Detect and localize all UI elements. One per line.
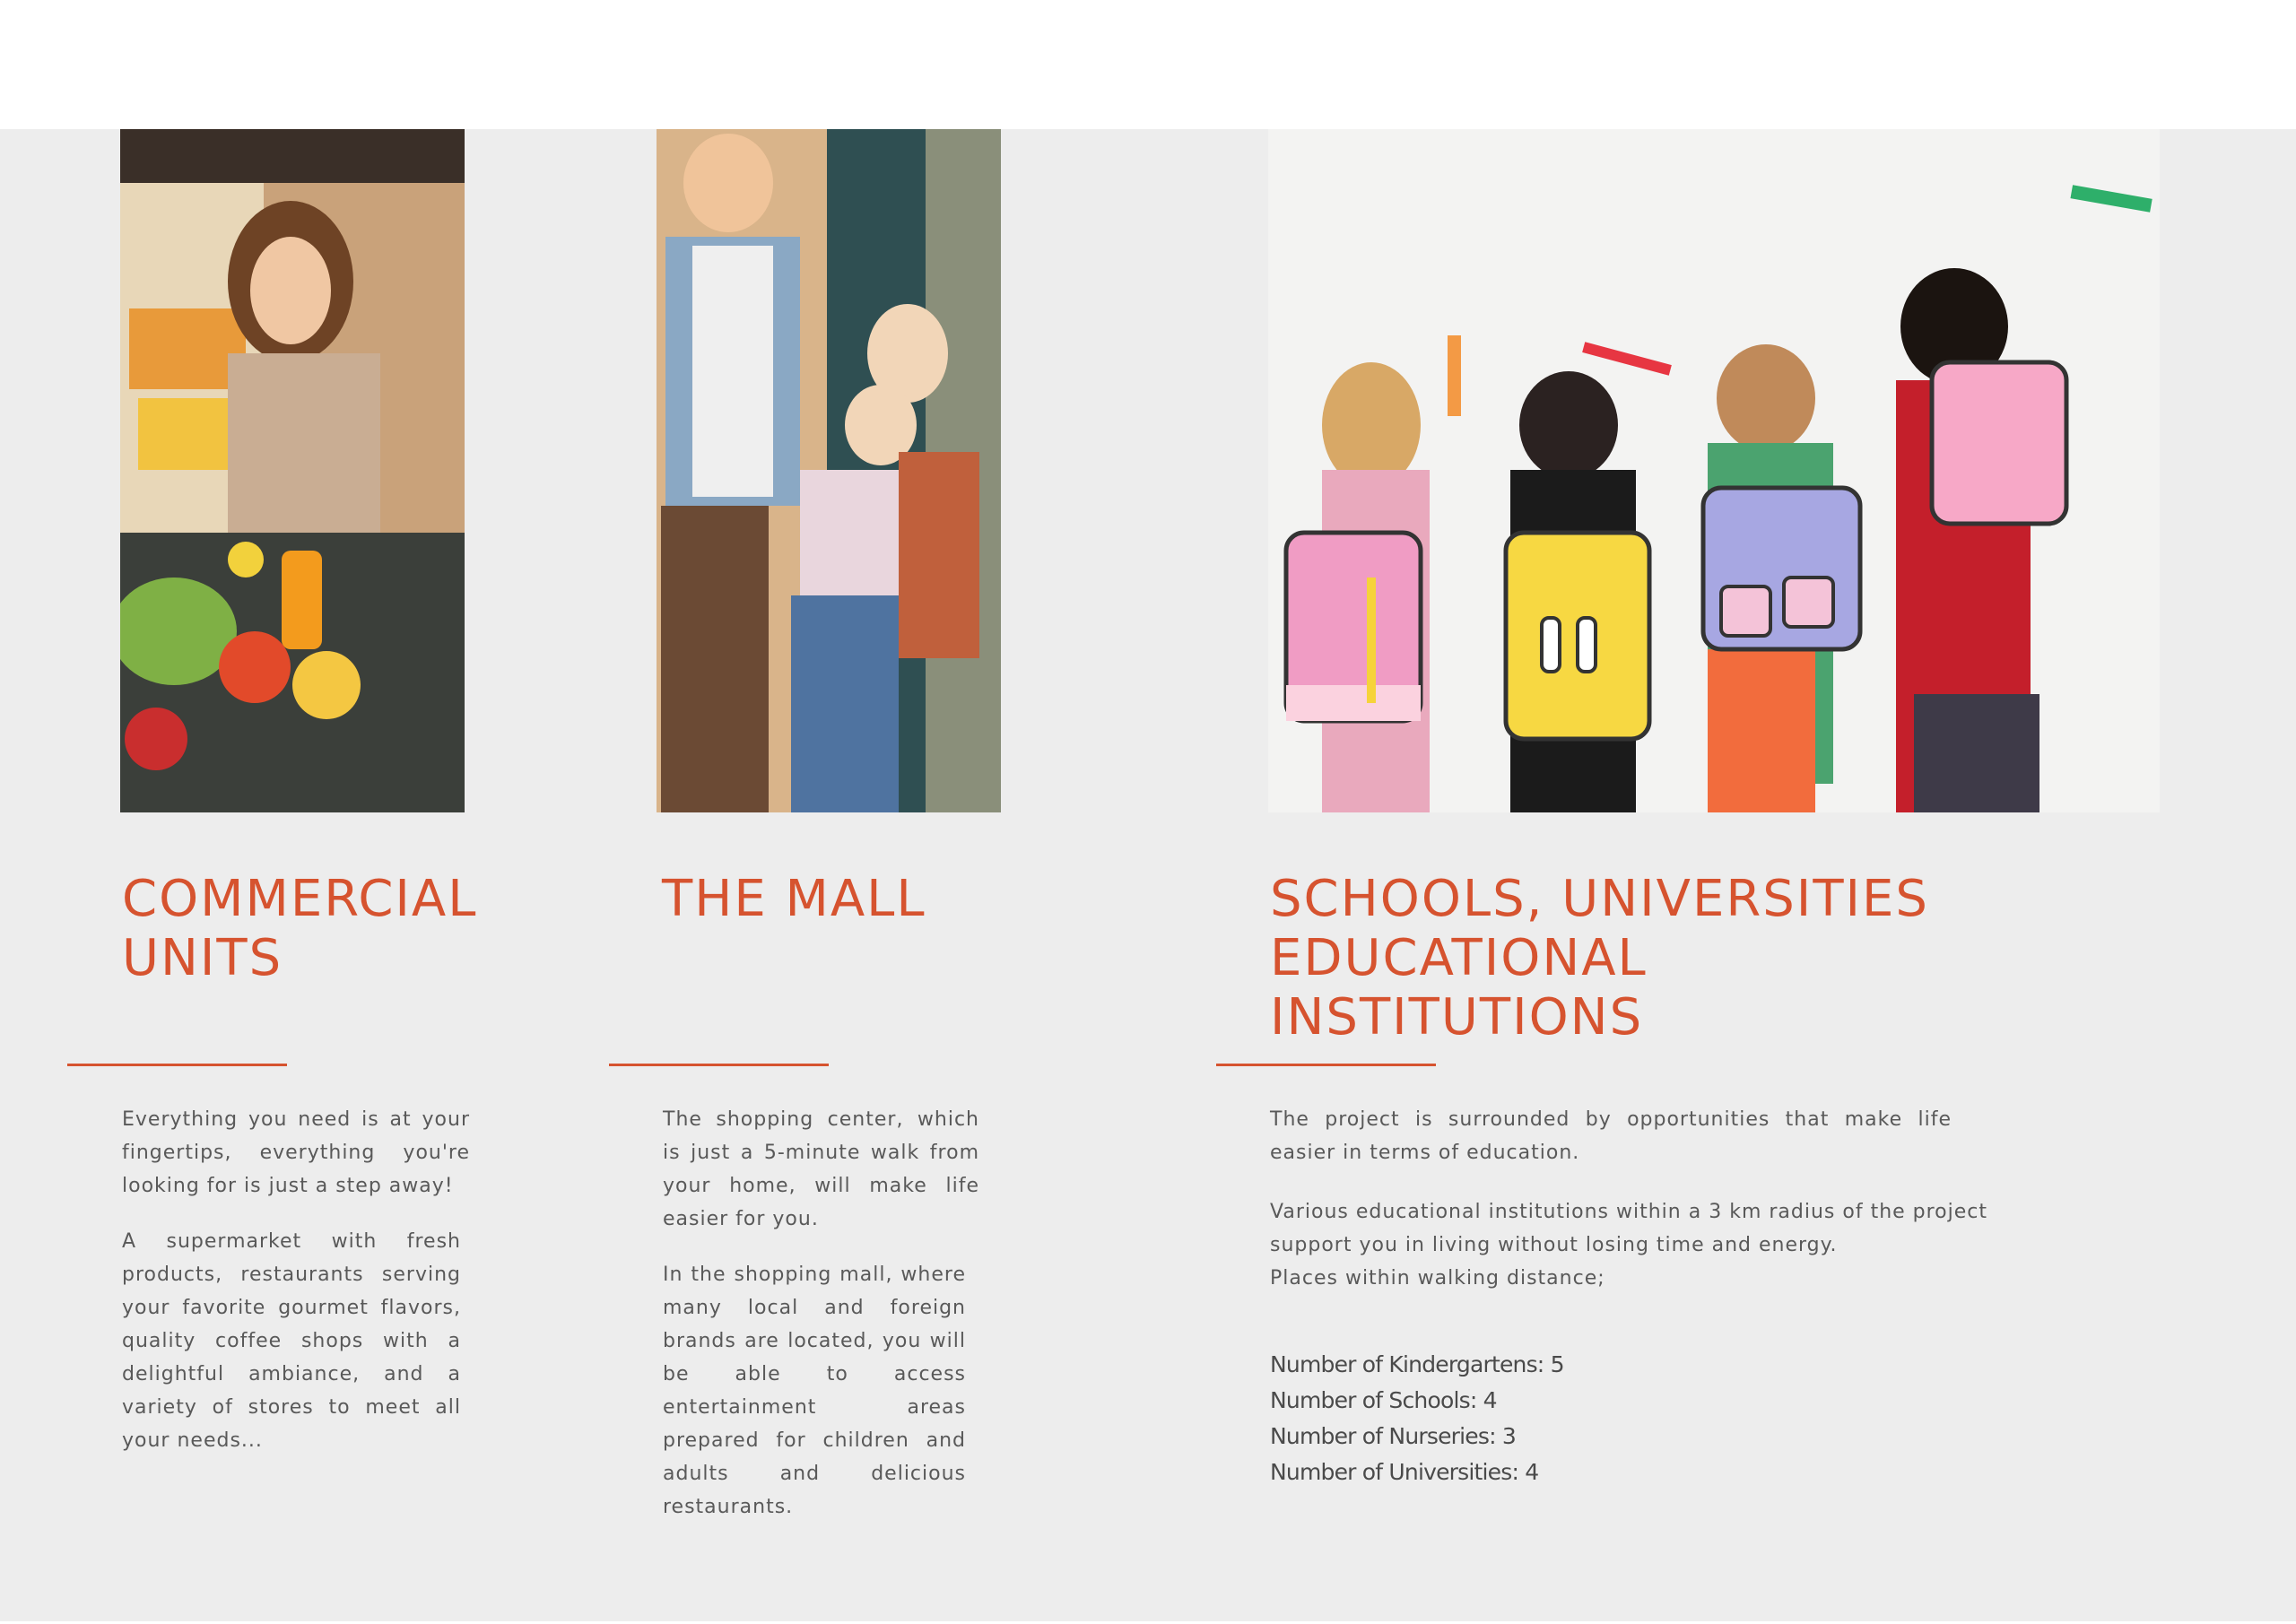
nurseries-count: Number of Nurseries: 3 — [1270, 1423, 1516, 1449]
mall-paragraph-2: In the shopping mall, where many local and foreign brands are located, you will be able to access entertainment areas prepared for children and adults and delicious restaurants. — [663, 1264, 966, 1518]
commercial-units-heading — [122, 870, 477, 988]
schools-paragraph-2: Various educational institutions within a 3 km radius of the project support you in living without losing time and energy. — [1270, 1201, 1988, 1256]
commercial-heading-line-1: COMMERCIAL — [122, 870, 478, 928]
schools-divider — [1216, 1064, 1436, 1066]
commercial-paragraph-1: Everything you need is at your fingertips, everything you're looking for is just a step away! — [122, 1108, 470, 1197]
commercial-divider — [67, 1064, 287, 1066]
commercial-heading-line-2: UNITS — [122, 929, 283, 987]
mall-paragraph-1: The shopping center, which is just a 5-minute walk from your home, will make life easier for you. — [663, 1108, 979, 1230]
education-stats-list — [1270, 1347, 1564, 1490]
mall-heading-line-1: THE MALL — [662, 870, 926, 928]
schools-heading-line-1: SCHOOLS, UNIVERSITIES — [1270, 870, 1929, 928]
mall-divider — [609, 1064, 829, 1066]
the-mall-heading — [662, 870, 926, 929]
kids-backpacks-photo — [1268, 129, 2160, 812]
schools-paragraph-1: The project is surrounded by opportunities that make life easier in terms of education. — [1270, 1108, 1952, 1164]
mall-family-photo — [657, 129, 1001, 812]
universities-count: Number of Universities: 4 — [1270, 1459, 1539, 1485]
schools-heading — [1270, 870, 1929, 1047]
commercial-paragraph-2: A supermarket with fresh products, restaurants serving your favorite gourmet flavors, quality coffee shops with a delightful ambiance, and a variety of stores to meet all your needs... — [122, 1230, 461, 1452]
schools-count: Number of Schools: 4 — [1270, 1387, 1497, 1413]
schools-heading-line-2: EDUCATIONAL — [1270, 929, 1648, 987]
schools-paragraph-3: Places within walking distance; — [1270, 1267, 1605, 1290]
supermarket-photo — [120, 129, 465, 812]
kindergartens-count: Number of Kindergartens: 5 — [1270, 1351, 1564, 1377]
schools-heading-line-3: INSTITUTIONS — [1270, 988, 1644, 1046]
